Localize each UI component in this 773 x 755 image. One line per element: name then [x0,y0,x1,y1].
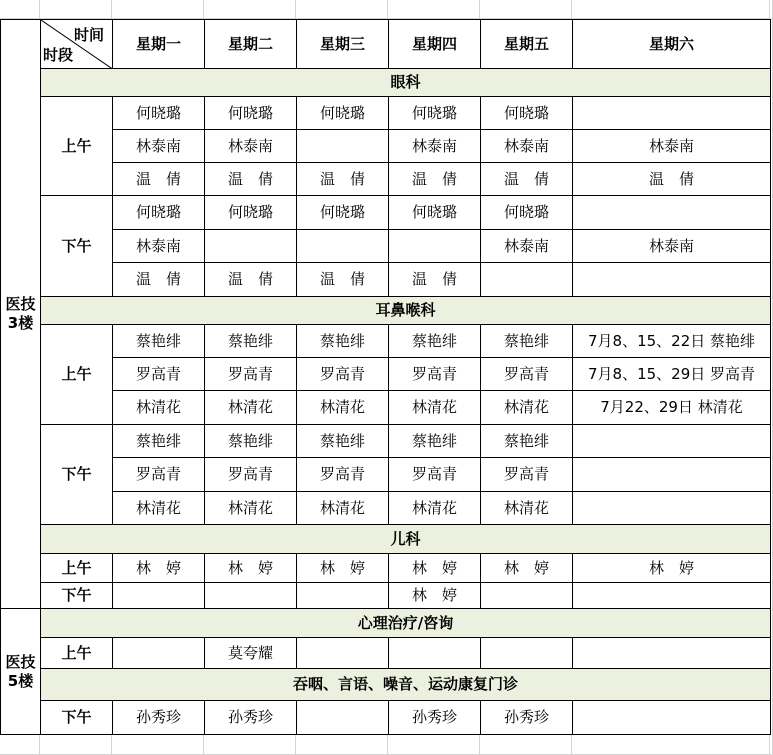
schedule-cell: 蔡艳绯 [204,324,297,358]
schedule-cell: 蔡艳绯 [112,424,205,458]
schedule-cell: 林清花 [112,390,205,425]
schedule-cell: 林 婷 [572,553,771,583]
schedule-cell: 何晓璐 [480,195,573,230]
schedule-cell: 何晓璐 [296,96,389,130]
period-label-am: 上午 [40,324,113,425]
schedule-cell: 孙秀珍 [388,700,481,735]
period-label-am: 上午 [40,637,113,669]
schedule-cell [572,262,771,297]
schedule-cell: 林清花 [296,390,389,425]
corner-header [40,19,113,69]
period-label-pm: 下午 [40,195,113,297]
schedule-cell: 林 婷 [112,553,205,583]
schedule-cell: 7月8、15、29日 罗高青 [572,357,771,391]
sheet-grid-cell [0,0,40,19]
period-label-pm: 下午 [40,700,113,735]
schedule-cell: 蔡艳绯 [388,424,481,458]
schedule-cell: 何晓璐 [296,195,389,230]
sheet-grid-cell [296,734,388,755]
schedule-cell: 何晓璐 [112,96,205,130]
day-header: 星期二 [204,19,297,69]
schedule-cell: 林清花 [388,390,481,425]
sheet-grid-cell [296,0,388,19]
sheet-grid-cell [388,0,480,19]
schedule-cell: 林清花 [204,390,297,425]
sheet-grid-cell [572,734,770,755]
schedule-cell: 林清花 [204,491,297,525]
schedule-cell: 罗高青 [204,457,297,492]
schedule-cell: 林清花 [112,491,205,525]
schedule-cell [572,491,771,525]
corner-period-label: 时段 [43,46,74,64]
schedule-cell: 蔡艳绯 [296,324,389,358]
schedule-cell: 何晓璐 [204,96,297,130]
schedule-cell: 7月22、29日 林清花 [572,390,771,425]
sheet-grid-cell [0,734,40,755]
department-header-psych: 心理治疗/咨询 [40,608,771,638]
schedule-cell: 罗高青 [112,357,205,391]
schedule-cell: 林泰南 [480,129,573,163]
schedule-cell [296,637,389,669]
schedule-cell: 林清花 [296,491,389,525]
schedule-cell [480,582,573,609]
schedule-cell: 罗高青 [296,357,389,391]
schedule-cell [480,637,573,669]
schedule-cell: 温 倩 [296,162,389,196]
schedule-cell: 林 婷 [204,553,297,583]
sheet-grid-cell [480,0,572,19]
schedule-cell: 何晓璐 [480,96,573,130]
sheet-grid-cell [112,0,204,19]
schedule-cell: 林清花 [480,390,573,425]
period-label-pm: 下午 [40,582,113,609]
schedule-cell: 温 倩 [388,162,481,196]
schedule-cell: 罗高青 [388,357,481,391]
schedule-cell: 温 倩 [112,162,205,196]
schedule-cell: 温 倩 [296,262,389,297]
schedule-cell: 莫夸耀 [204,637,297,669]
schedule-cell: 温 倩 [572,162,771,196]
schedule-cell [572,96,771,130]
schedule-cell: 林 婷 [388,582,481,609]
schedule-cell: 罗高青 [480,457,573,492]
schedule-cell [572,457,771,492]
schedule-cell [112,637,205,669]
schedule-cell [572,582,771,609]
sheet-grid-cell [388,734,480,755]
schedule-cell [296,582,389,609]
schedule-cell: 林泰南 [112,229,205,263]
schedule-cell: 林 婷 [388,553,481,583]
building-floor5: 医技 5楼 [0,608,41,735]
schedule-cell: 罗高青 [388,457,481,492]
schedule-cell: 林泰南 [572,129,771,163]
schedule-cell: 7月8、15、22日 蔡艳绯 [572,324,771,358]
schedule-cell: 温 倩 [388,262,481,297]
schedule-cell: 何晓璐 [204,195,297,230]
schedule-cell: 林 婷 [480,553,573,583]
schedule-cell: 林泰南 [572,229,771,263]
sheet-grid-cell [572,0,770,19]
sheet-grid-cell [204,734,296,755]
schedule-cell: 林清花 [480,491,573,525]
schedule-cell: 温 倩 [112,262,205,297]
schedule-cell: 蔡艳绯 [112,324,205,358]
schedule-cell: 蔡艳绯 [388,324,481,358]
schedule-cell: 孙秀珍 [112,700,205,735]
period-label-am: 上午 [40,553,113,583]
schedule-cell: 孙秀珍 [204,700,297,735]
schedule-cell: 罗高青 [112,457,205,492]
day-header: 星期五 [480,19,573,69]
schedule-cell: 孙秀珍 [480,700,573,735]
schedule-cell: 温 倩 [480,162,573,196]
department-header-ent: 耳鼻喉科 [40,296,771,325]
schedule-cell [572,424,771,458]
sheet-grid-cell [480,734,572,755]
day-header: 星期三 [296,19,389,69]
schedule-cell: 何晓璐 [388,195,481,230]
schedule-cell: 林泰南 [204,129,297,163]
sheet-grid-cell [204,0,296,19]
department-header-eye: 眼科 [40,68,771,97]
schedule-cell: 何晓璐 [112,195,205,230]
schedule-cell [572,700,771,735]
schedule-cell [112,582,205,609]
schedule-cell: 林清花 [388,491,481,525]
schedule-cell: 温 倩 [204,262,297,297]
schedule-cell: 蔡艳绯 [480,324,573,358]
schedule-cell: 温 倩 [204,162,297,196]
department-header-rehab: 吞咽、言语、噪音、运动康复门诊 [40,668,771,701]
schedule-cell [388,637,481,669]
period-label-pm: 下午 [40,424,113,525]
schedule-cell [480,262,573,297]
schedule-cell: 蔡艳绯 [204,424,297,458]
schedule-cell [204,582,297,609]
schedule-cell: 林泰南 [112,129,205,163]
schedule-cell: 罗高青 [296,457,389,492]
period-label-am: 上午 [40,96,113,196]
schedule-cell [572,195,771,230]
schedule-cell: 蔡艳绯 [296,424,389,458]
schedule-cell [296,700,389,735]
schedule-cell: 林泰南 [388,129,481,163]
schedule-cell: 蔡艳绯 [480,424,573,458]
building-floor3: 医技 3楼 [0,19,41,609]
schedule-cell [296,129,389,163]
day-header: 星期一 [112,19,205,69]
sheet-grid-cell [40,734,112,755]
sheet-grid-cell [112,734,204,755]
schedule-cell [388,229,481,263]
schedule-cell [572,637,771,669]
schedule-cell [296,229,389,263]
day-header: 星期四 [388,19,481,69]
schedule-cell: 何晓璐 [388,96,481,130]
sheet-grid-cell [40,0,112,19]
department-header-peds: 儿科 [40,524,771,554]
schedule-cell: 林泰南 [480,229,573,263]
schedule-cell [204,229,297,263]
schedule-cell: 罗高青 [480,357,573,391]
day-header: 星期六 [572,19,771,69]
schedule-cell: 林 婷 [296,553,389,583]
corner-time-label: 时间 [73,26,104,44]
schedule-cell: 罗高青 [204,357,297,391]
